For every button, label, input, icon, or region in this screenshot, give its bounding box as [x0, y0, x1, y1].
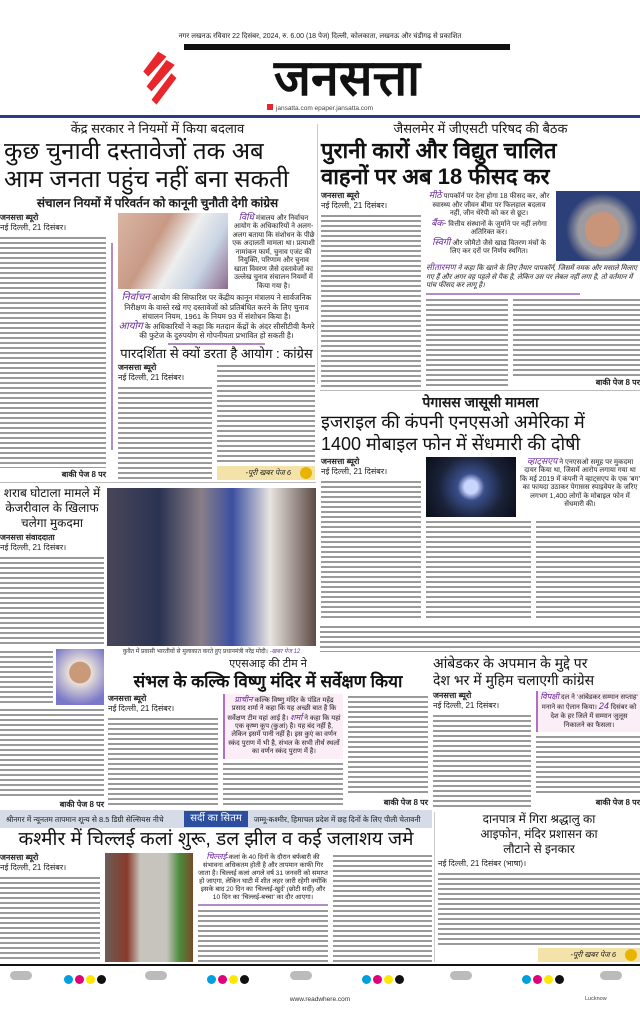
- callout-text: दल ने 'आंबेडकर सम्मान सप्ताह' मनाने का ऐलान किया।: [541, 693, 638, 712]
- sambhal-kicker: एएसआइ की टीम ने: [229, 658, 307, 670]
- kejriwal-photo: [56, 649, 104, 705]
- divider: [434, 812, 435, 962]
- divider: [320, 390, 640, 391]
- byline: जनसत्ता संवाददाता: [0, 533, 55, 542]
- divider: [111, 243, 113, 450]
- body-text: [118, 385, 212, 480]
- ambedkar-story: [433, 656, 640, 808]
- photo-caption: कुवैत में प्रवासी भारतीयों से मुलाकात करते हुए प्रधानमंत्री नरेंद्र मोदी।: [122, 649, 268, 655]
- ambedkar-headline-2[interactable]: देश भर में मुहिम चलाएगी कांग्रेस: [433, 672, 595, 689]
- strip-left-text: श्रीनगर में न्यूनतम तापमान शून्य से 8.5 डिग्री सेल्सियस नीचे: [6, 814, 164, 824]
- continued-link[interactable]: बाकी पेज 8 पर: [595, 798, 640, 807]
- dateline: नई दिल्ली, 21 दिसंबर।: [0, 222, 67, 232]
- highlight-word: चिल्लई: [206, 851, 227, 861]
- full-story-link[interactable]: [217, 466, 315, 480]
- dateline: नई दिल्ली, 21 दिसंबर।: [321, 466, 388, 476]
- kashmir-headline[interactable]: कश्मीर में चिल्लई कलां शुरू, डल झील व कई जलाशय जमे: [18, 829, 414, 850]
- divider: [198, 904, 328, 906]
- body-text: [198, 908, 328, 962]
- body-text: [321, 213, 421, 388]
- dateline: नई दिल्ली, 21 दिसंबर।: [108, 703, 175, 713]
- highlight-number: 24: [598, 701, 609, 712]
- body-text: [0, 707, 104, 799]
- sambhal-headline[interactable]: संभल के कल्कि विष्णु मंदिर में सर्वेक्षण किया: [133, 672, 403, 691]
- election-headline-1[interactable]: कुछ चुनावी दस्तावेजों तक अब: [4, 138, 264, 165]
- ambedkar-headline-1[interactable]: आंबेडकर के अपमान के मुद्दे पर: [433, 655, 588, 671]
- kejriwal-headline[interactable]: केजरीवाल के खिलाफ: [5, 501, 99, 515]
- topic-tag[interactable]: सर्दी का सितम: [184, 811, 248, 827]
- highlight-word: मीठे: [428, 190, 442, 201]
- iphone-headline[interactable]: दानपात्र में गिरा श्रद्धालु का: [482, 812, 596, 826]
- body-text: [348, 694, 428, 796]
- body-text: [0, 875, 100, 962]
- kashmir-vendor-photo: [105, 853, 193, 962]
- arrow-icon: [625, 949, 637, 961]
- body-text: [108, 716, 218, 808]
- kashmir-story: [0, 810, 432, 962]
- continued-link[interactable]: बाकी पेज 8 पर: [59, 800, 104, 809]
- gst-headline-1[interactable]: पुरानी कारों और विद्युत चालित: [321, 138, 557, 163]
- body-text: [223, 761, 343, 808]
- dateline: नई दिल्ली, 21 दिसंबर।: [433, 700, 500, 710]
- voting-photo: [118, 213, 228, 289]
- quote-text: ने कहा कि खाने के लिए तैयार पापकॉर्न, जिसमें नमक और मसाले मिलाए गए हैं और अगर वह पहले से पैक है, लेकिन उस पर लेबल नहीं लगा है, तो वर्तमान में पांच फीसद कर लागू है।: [426, 265, 638, 290]
- gst-kicker: जैसलमेर में जीएसटी परिषद की बैठक: [393, 121, 568, 136]
- body-text: [0, 649, 53, 705]
- highlight-word: व्हाट्सएप: [526, 455, 558, 466]
- website-icon: [267, 104, 273, 110]
- kejriwal-headline[interactable]: शराब घोटाला मामले में: [3, 486, 101, 500]
- body-text: [0, 555, 104, 647]
- modi-kuwait-photo: [107, 488, 316, 646]
- gst-story: [321, 121, 640, 388]
- highlight-word: निर्वाचन: [121, 292, 150, 304]
- logo[interactable]: जनसत्ता: [184, 44, 510, 106]
- election-kicker: केंद्र सरकार ने नियमों में किया बदलाव: [70, 121, 245, 136]
- divider: [168, 343, 265, 345]
- callout-text: आयोग की सिफारिश पर केंद्रीय कानून मंत्रालय ने सार्वजनिक निरीक्षण के वास्ते रखे गए दस्तावेजों को प्रतिबंधित करने के लिए चुनाव संचालन नियम, 1961 के नियम 93 में संशोधन किया है।: [124, 293, 312, 322]
- pegasus-story: [321, 393, 640, 621]
- dateline: नगर लखनऊ रविवार 22 दिसंबर, 2024, रु. 6.00 (18 पेज) दिल्ली, कोलकाता, लखनऊ और चंडीगढ़ से प्रकाशित: [178, 33, 462, 40]
- election-subhead: संचालन नियमों में परिवर्तन को कानूनी चुनौती देगी कांग्रेस: [36, 195, 279, 210]
- body-text: [333, 853, 432, 962]
- election-story: [0, 121, 315, 480]
- callout-text: और जोमैटो जैसे खाद्य वितरण मंचों के लिए कर दरों पर निर्णय स्थगित।: [450, 239, 546, 256]
- strip-right-text: जम्मू-कश्मीर, हिमाचल प्रदेश में छह दिनों के लिए पीली चेतावनी: [253, 814, 421, 824]
- highlight-word: विपक्षी: [540, 691, 560, 701]
- iphone-story: [438, 812, 640, 962]
- body-text: [433, 713, 531, 808]
- byline: जनसत्ता ब्यूरो: [321, 456, 360, 466]
- highlight-word: विधि: [238, 211, 254, 222]
- kejriwal-headline[interactable]: चलेगा मुकदमा: [20, 516, 83, 530]
- footer-rule: [0, 964, 640, 966]
- continued-link[interactable]: बाकी पेज 8 पर: [595, 378, 640, 387]
- callout-text: वित्तीय संस्थानों के जुर्माने पर नहीं लगेगा अतिरिक्त कर।: [448, 220, 547, 237]
- sambhal-story: [108, 658, 428, 808]
- readwhere-link[interactable]: www.readwhere.com: [289, 996, 351, 1003]
- body-text: [438, 871, 640, 946]
- arrow-icon: [300, 467, 312, 479]
- website-links[interactable]: [0, 104, 640, 113]
- full-story-link[interactable]: [538, 948, 640, 962]
- body-text: [321, 479, 421, 621]
- callout-text: पापकॉर्न पर देना होगा 18 फीसद कर, और स्वास्थ्य और जीवन बीमा पर फिलहाल बदलाव नहीं, जीन थेरेपी को कर से छूट।: [432, 193, 550, 218]
- divider: [426, 293, 580, 295]
- body-text: [0, 235, 106, 468]
- continued-link[interactable]: बाकी पेज 8 पर: [383, 798, 428, 807]
- body-text: [217, 363, 315, 464]
- callout-text: ने एनएसओ समूह पर मुकदमा दायर किया था, जिसमें आरोप लगाया गया था कि मई 2019 में कंपनी ने व्हाट्सएप के एक 'बग' का फायदा उठाकर पेगासस स्पाइवेयर के जरिए लगभग 1,400 लोगों के मोबाइल फोन में सेंधमारी की।: [520, 458, 640, 509]
- continued-link[interactable]: बाकी पेज 8 पर: [61, 470, 106, 479]
- full-story-text: -पूरी खबर पेज 6: [245, 468, 291, 477]
- dateline: नई दिल्ली, 21 दिसंबर (भाषा)।: [438, 859, 527, 868]
- byline: जनसत्ता ब्यूरो: [433, 690, 472, 700]
- dateline: नई दिल्ली, 21 दिसंबर।: [0, 862, 67, 872]
- pegasus-kicker: पेगासस जासूसी मामला: [422, 394, 539, 410]
- url-text: jansatta.com epaper.jansatta.com: [275, 105, 374, 112]
- pegasus-headline-2[interactable]: 1400 मोबाइल फोन में सेंधमारी की दोषी: [321, 433, 581, 454]
- byline: जनसत्ता ब्यूरो: [0, 852, 39, 862]
- highlight-word: सीतारमण: [426, 262, 456, 273]
- edition-label: Lucknow: [585, 996, 607, 1002]
- masthead-rule: [0, 115, 640, 118]
- election-subhead-2[interactable]: पारदर्शिता से क्यों डरता है आयोग : कांग्रेस: [120, 345, 313, 361]
- body-text: [536, 734, 640, 796]
- dateline: नई दिल्ली, 21 दिसंबर।: [118, 373, 185, 383]
- body-text: [426, 297, 508, 388]
- election-headline-2[interactable]: आम जनता पहुंच नहीं बना सकती: [4, 166, 289, 194]
- callout-text: के अधिकारियों ने कहा कि मतदान केंद्रों के अंदर सीसीटीवी कैमरे की फुटेज के दुरुपयोग से गोपनीयता प्रभावित हो सकती है।: [139, 321, 315, 341]
- page-reference[interactable]: -खबर पेज 12: [269, 649, 301, 655]
- kejriwal-story: [0, 486, 104, 810]
- dateline: नई दिल्ली, 21 दिसंबर।: [321, 201, 388, 211]
- body-text: [536, 519, 640, 621]
- divider: [317, 124, 318, 384]
- side-text: मंत्रालय और निर्वाचन आयोग के अधिकारियों ने अलग-अलग बताया कि संशोधन के पीछे एक अदालती मामला था। प्रत्याशी नामांकन फार्म, चुनाव एजंट की नियुक्ति, परिणाम और चुनाव खाता विवरण जैसे दस्तावेजों का उल्लेख चुनाव संचालन नियमों में किया गया है।: [232, 214, 315, 290]
- pegasus-headline-1[interactable]: इजराइल की कंपनी एनएसओ अमेरिका में: [321, 412, 585, 432]
- byline: जनसत्ता ब्यूरो: [108, 693, 147, 703]
- registration-marks: [0, 971, 640, 983]
- photo-block: [107, 488, 316, 656]
- iphone-headline[interactable]: आइफोन, मंदिर प्रशासन का: [480, 827, 598, 841]
- callout-text: कल्कि विष्णु मंदिर के पंडित महेंद्र प्रसाद शर्मा ने कहा कि यह अच्छी बात है कि सर्वेक्षण टीम यहां आई है।: [227, 696, 337, 722]
- byline: जनसत्ता ब्यूरो: [118, 363, 157, 373]
- full-story-text: -पूरी खबर पेज 6: [570, 950, 616, 959]
- callout-text: -कलां के 40 दिनों के दौरान बर्फबारी की संभावना अधिकतम होती है और तापमान काफी गिर जाता है। चिल्लई कलां अगले वर्ष 31 जनवरी को समाप्त हो जाएगा, लेकिन घाटी में शीत लहर जारी रहेगी क्योंकि इसके बाद 20 दिन का 'चिल्लई-खुर्द' (छोटी सर्दी) और 10 दिन का 'चिल्लई-बच्चा' का दौर आएगा।: [198, 853, 328, 901]
- dateline: नई दिल्ली, 21 दिसंबर।: [0, 543, 67, 552]
- topic-strip: [0, 810, 432, 828]
- body-text: [320, 624, 640, 652]
- highlight-word: शर्मा: [290, 712, 303, 722]
- divider: [0, 482, 316, 483]
- highlight-word: प्राचीन: [234, 694, 253, 704]
- byline: जनसत्ता ब्यूरो: [0, 212, 39, 222]
- sitharaman-photo: [556, 191, 640, 261]
- body-text: [426, 519, 531, 621]
- body-text: [513, 297, 640, 376]
- callout-text: दिसंबर को देश के हर जिले में सम्मान जुलूस निकालने का फैसला।: [550, 704, 637, 729]
- highlight-word: बैंक-: [431, 217, 447, 228]
- byline: जनसत्ता ब्यूरो: [321, 191, 360, 201]
- iphone-headline[interactable]: लौटाने से इनकार: [503, 842, 575, 856]
- callout-text: ने कहा कि यहां एक कृष्ण कूप (कुआं) है। यह बंद नहीं है, लेकिन इसमें पानी नहीं है। इस कुएं का वर्णन स्कंद पुराण में भी है, संभल के सभी तीर्थ स्थलों का वर्णन स्कंद पुराण में है।: [228, 714, 341, 756]
- gst-headline-2[interactable]: वाहनों पर अब 18 फीसद कर: [321, 164, 550, 190]
- logo-stripes-icon: [138, 50, 180, 108]
- highlight-word: स्विगी: [432, 236, 451, 247]
- spyware-photo: [426, 457, 516, 517]
- highlight-word: आयोग: [118, 320, 143, 332]
